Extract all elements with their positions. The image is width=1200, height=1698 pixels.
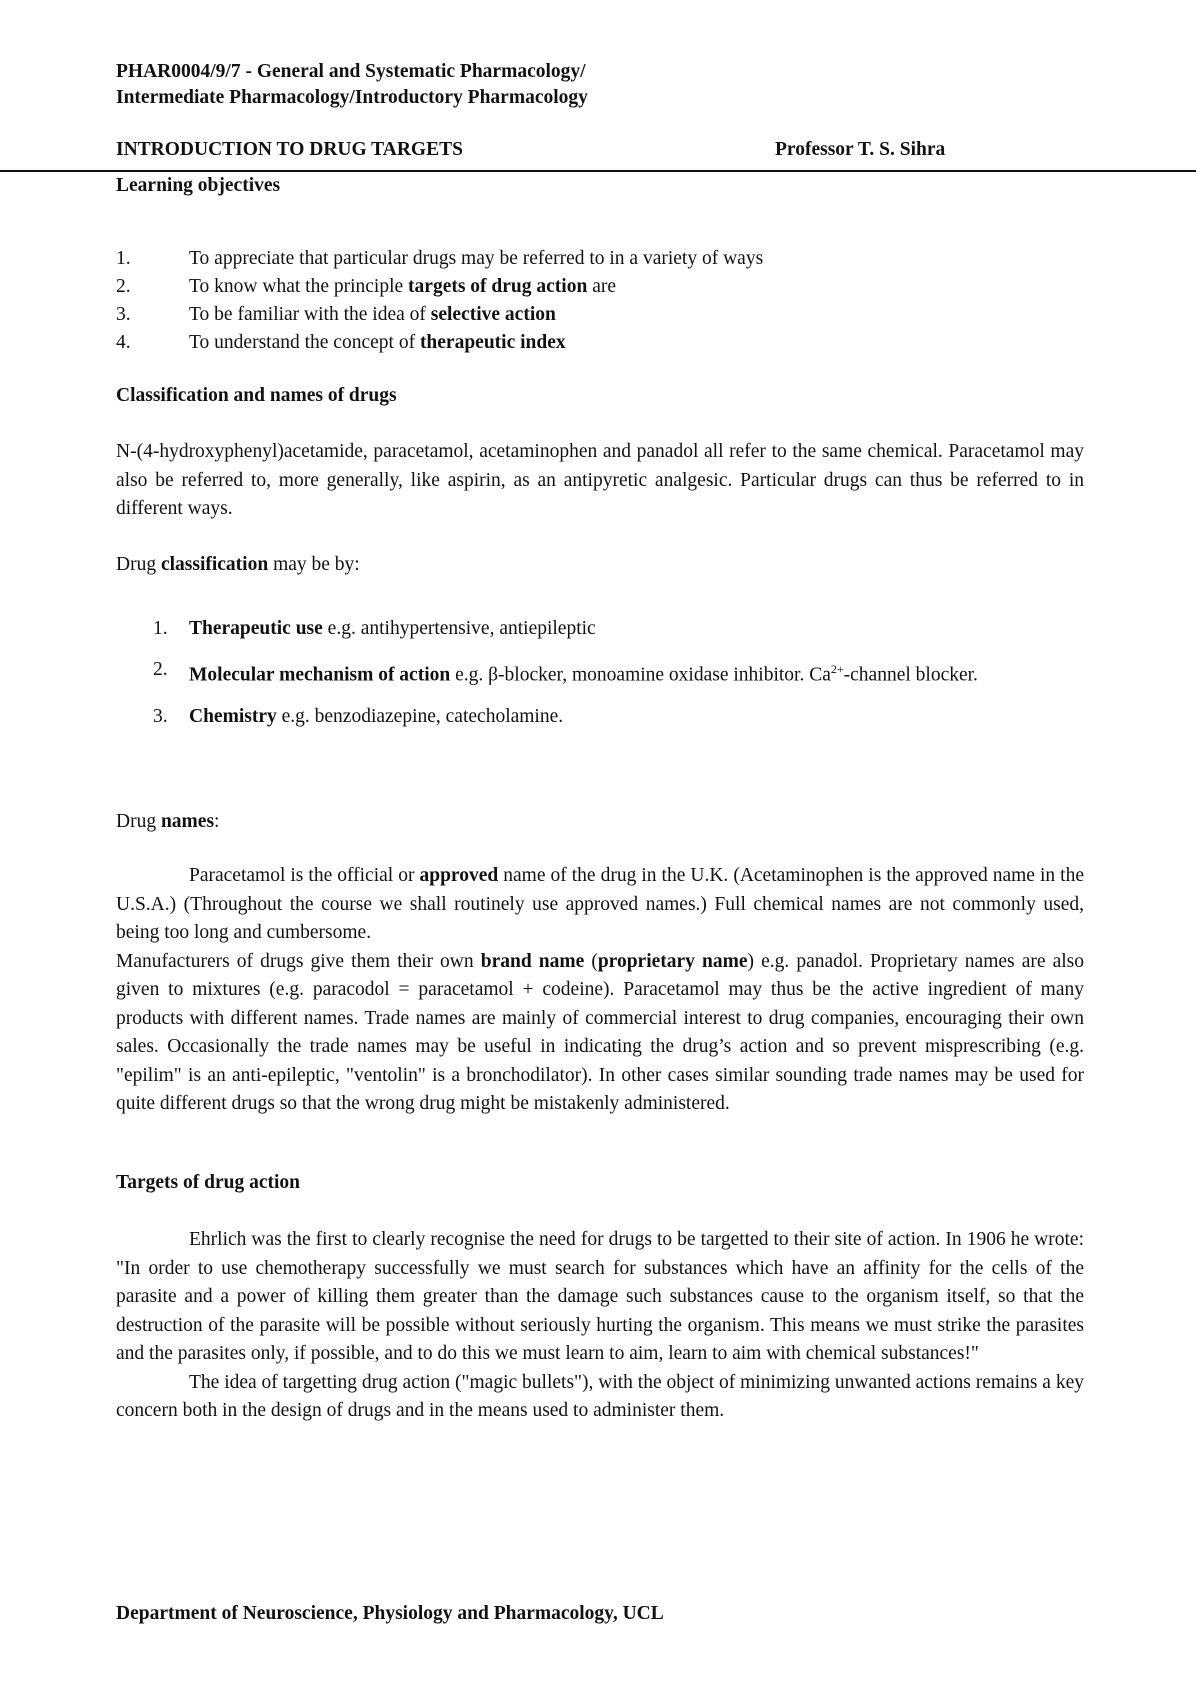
document-title: INTRODUCTION TO DRUG TARGETS <box>116 139 463 160</box>
targets-paragraph: Ehrlich was the first to clearly recognise the need for drugs to be targetted to their site of action. In 1906 he wrote: "In order to use chemotherapy successfully we must search for substances which have an affinity for the cells of the parasite and a power of killing them greater than the damage such substances cause to the organism itself, so that the destruction of the parasite will be possible without seriously hurting the organism. This means we must strike the parasites and the parasites only, if possible, and to do this we must learn to aim, learn to aim with chemical substances!" The idea of targetting drug action ("magic bullets"), with the object of minimizing unwanted actions remains a key concern both in the design of drugs and in the means used to administer them. <box>116 1229 1084 1421</box>
objective-item: 1. To appreciate that particular drugs may be referred to in a variety of ways <box>116 248 764 269</box>
objective-item: 2. To know what the principle targets of drug action are <box>116 276 616 297</box>
footer-department: Department of Neuroscience, Physiology and Pharmacology, UCL <box>116 1603 664 1624</box>
course-line-2: Intermediate Pharmacology/Introductory Pharmacology <box>116 87 588 108</box>
classification-heading: Classification and names of drugs <box>116 385 397 406</box>
classification-list <box>116 608 1084 737</box>
classification-item: 3. Chemistry e.g. benzodiazepine, catecholamine. <box>153 705 564 727</box>
course-line-1: PHAR0004/9/7 - General and Systematic Pharmacology/ <box>116 61 586 82</box>
classification-intro: N-(4-hydroxyphenyl)acetamide, paracetamol, acetaminophen and panadol all refer to the same chemical. Paracetamol may also be referred to, more generally, like aspirin, as an antipyretic analgesic. Particular drugs can thus be referred to in different ways. <box>116 441 1084 519</box>
title-row <box>116 139 1084 165</box>
classification-lead: Drug classification may be by: <box>116 554 360 575</box>
course-header <box>116 59 588 111</box>
classification-item: 1. Therapeutic use e.g. antihypertensive, antiepileptic <box>153 618 596 639</box>
header-divider <box>0 170 1196 172</box>
learning-objectives-heading: Learning objectives <box>116 175 281 196</box>
lecturer-name: Professor T. S. Sihra <box>775 139 946 160</box>
objectives-list <box>116 245 763 357</box>
names-lead: Drug names: <box>116 811 220 832</box>
names-paragraph: Paracetamol is the official or approved name of the drug in the U.K. (Acetaminophen is the approved name in the U.S.A.) (Throughout the course we shall routinely use approved names.) Full chemical names are not commonly used, being too long and cumbersome. Manufacturers of drugs give them their own brand name (proprietary name) e.g. panadol. Proprietary names are also given to mixtures (e.g. paracodol = paracetamol + codeine). Paracetamol may thus be the active ingredient of many products with different names. Trade names are mainly of commercial interest to drug companies, encouraging their own sales. Occasionally the trade names may be useful in indicating the drug’s action and so prevent misprescribing (e.g. "epilim" is an anti-epileptic, "ventolin" is a bronchodilator). In other cases similar sounding trade names may be used for quite different drugs so that the wrong drug might be mistakenly administered. <box>116 865 1084 1114</box>
targets-heading: Targets of drug action <box>116 1172 300 1193</box>
objective-item: 3. To be familiar with the idea of selective action <box>116 304 556 325</box>
objective-item: 4. To understand the concept of therapeutic index <box>116 332 566 353</box>
document-page <box>116 0 1084 1698</box>
classification-item: 2. Molecular mechanism of action e.g. β-blocker, monoamine oxidase inhibitor. $Ca^{2+}$-channel blocker. <box>153 659 978 686</box>
